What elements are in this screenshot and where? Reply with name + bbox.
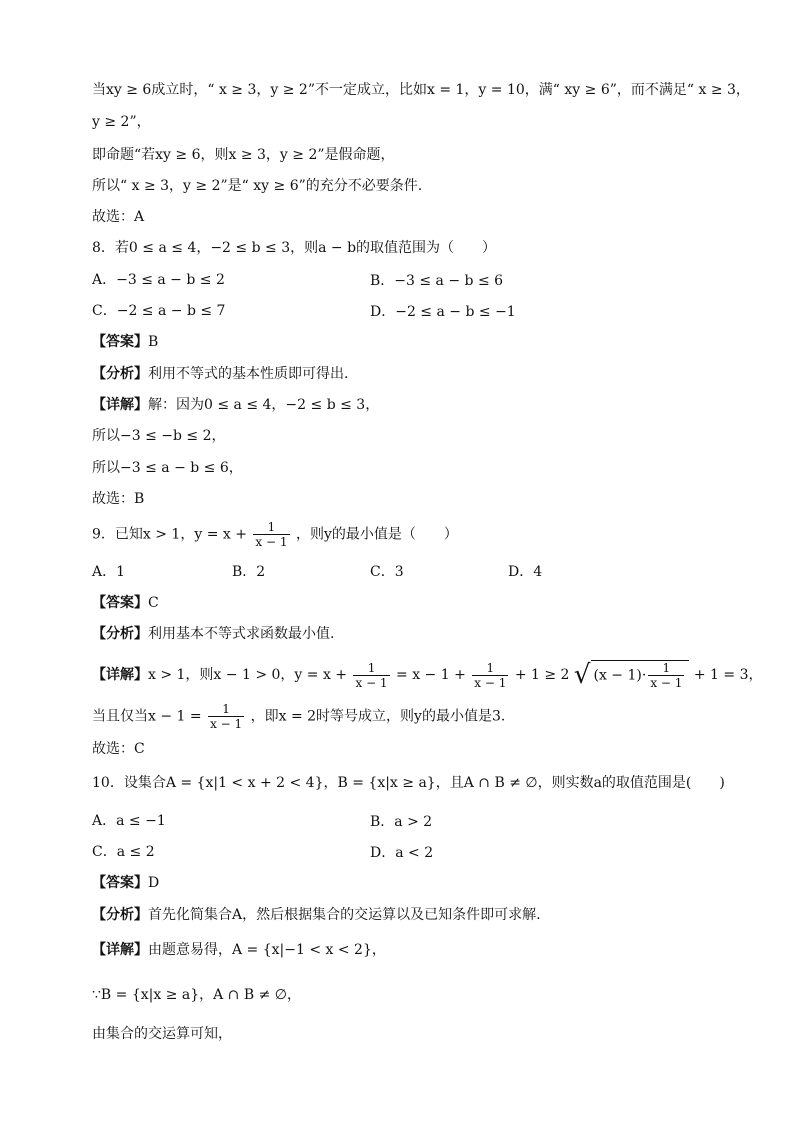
q10-stem: 10．设集合A = {x|1 < x + 2 < 4}，B = {x|x ≥ a}，且A ∩ B ≠ ∅，则实数a的取值范围是( ) [92, 775, 725, 791]
fraction-denominator: x − 1 [474, 675, 507, 690]
q9-stem [92, 520, 458, 549]
fraction-denominator: x − 1 [650, 676, 683, 690]
q8-detail-3: 所以−3 ≤ a − b ≤ 6， [92, 460, 243, 476]
radicand-text: (x − 1)· [593, 667, 647, 684]
fraction-numerator: 1 [648, 661, 684, 676]
eq-pre: 当且仅当x − 1 = [92, 708, 202, 725]
answer-value: C [148, 595, 159, 611]
analysis-text: 首先化简集合A，然后根据集合的交运算以及已知条件即可求解. [148, 907, 541, 923]
answer-tag: 【答案】 [92, 595, 148, 611]
solution-line-3: 即命题“若xy ≥ 6，则x ≥ 3，y ≥ 2”是假命题， [92, 147, 395, 163]
q10-option-c: C．a ≤ 2 [92, 844, 155, 860]
q8-answer [92, 332, 158, 352]
q9-option-b: B．2 [232, 564, 266, 580]
fraction-denominator: x − 1 [210, 717, 243, 731]
q9-analysis [92, 624, 334, 644]
q9-stem-post: ，则y的最小值是（ ） [295, 526, 458, 543]
q9-equality [92, 702, 505, 731]
detail-c: + 1 ≥ 2 [514, 667, 570, 683]
q10-detail-2: ∵B = {x|x ≥ a}，A ∩ B ≠ ∅， [92, 987, 301, 1003]
detail-tag: 【详解】 [92, 667, 148, 683]
fraction [648, 661, 684, 690]
detail-tag: 【详解】 [92, 397, 148, 413]
detail-b: = x − 1 + [396, 667, 466, 683]
q9-answer [92, 593, 159, 613]
solution-line-1: 当xy ≥ 6成立时，“ x ≥ 3，y ≥ 2”不一定成立，比如x = 1，y = 10，满“ xy ≥ 6”，而不满足“ x ≥ 3， [92, 82, 750, 98]
eq-post: ，即x = 2时等号成立，则y的最小值是3. [250, 708, 506, 725]
detail-d: + 1 = 3， [693, 667, 763, 683]
q8-option-a: A．−3 ≤ a − b ≤ 2 [92, 272, 225, 288]
q10-analysis [92, 905, 541, 925]
solution-line-2: y ≥ 2”， [92, 114, 151, 130]
fraction [472, 661, 508, 690]
radicand [591, 660, 690, 690]
fraction [353, 661, 389, 690]
q8-option-b: B．−3 ≤ a − b ≤ 6 [370, 273, 504, 289]
q9-option-c: C．3 [370, 564, 404, 580]
fraction-denominator: x − 1 [255, 535, 288, 549]
radical-sign-icon: √ [573, 660, 591, 690]
q8-analysis [92, 364, 348, 384]
fraction-numerator: 1 [353, 661, 389, 676]
fraction [253, 520, 289, 549]
answer-value: D [148, 875, 160, 891]
fraction-denominator: x − 1 [355, 675, 388, 690]
fraction [208, 702, 244, 731]
q8-detail-4: 故选：B [92, 491, 145, 507]
detail-tag: 【详解】 [92, 942, 148, 958]
q10-detail-3: 由集合的交运算可知， [92, 1026, 232, 1042]
fraction-numerator: 1 [208, 702, 244, 717]
solution-line-4: 所以“ x ≥ 3，y ≥ 2”是“ xy ≥ 6”的充分不必要条件. [92, 178, 423, 194]
detail-a: x > 1，则x − 1 > 0，y = x + [148, 667, 348, 683]
q9-option-a: A．1 [92, 564, 126, 580]
analysis-tag: 【分析】 [92, 366, 148, 382]
analysis-text: 利用基本不等式求函数最小值. [148, 626, 335, 642]
q8-detail [92, 395, 379, 415]
q10-option-b: B．a > 2 [370, 814, 433, 830]
q10-answer [92, 873, 159, 893]
q8-stem: 8．若0 ≤ a ≤ 4，−2 ≤ b ≤ 3，则a − b的取值范围为（ ） [92, 240, 497, 256]
square-root [574, 660, 689, 690]
q10-option-d: D．a < 2 [370, 845, 434, 861]
q10-detail [92, 940, 386, 960]
detail-text: 由题意易得，A = {x|−1 < x < 2}， [148, 942, 386, 958]
q9-end: 故选：C [92, 741, 145, 757]
analysis-tag: 【分析】 [92, 907, 148, 923]
q8-option-c: C．−2 ≤ a − b ≤ 7 [92, 303, 226, 319]
answer-tag: 【答案】 [92, 334, 148, 350]
answer-tag: 【答案】 [92, 875, 148, 891]
q9-option-d: D．4 [508, 564, 543, 580]
analysis-text: 利用不等式的基本性质即可得出. [148, 366, 349, 382]
answer-value: B [148, 334, 159, 350]
q9-options [92, 562, 692, 582]
q9-detail [92, 660, 763, 690]
fraction-numerator: 1 [253, 520, 289, 535]
q8-detail-2: 所以−3 ≤ −b ≤ 2， [92, 428, 226, 444]
fraction-numerator: 1 [472, 661, 508, 676]
q9-stem-pre: 9．已知x > 1，y = x + [92, 526, 247, 543]
q8-option-d: D．−2 ≤ a − b ≤ −1 [370, 304, 516, 320]
detail-text: 解：因为0 ≤ a ≤ 4，−2 ≤ b ≤ 3， [148, 397, 380, 413]
analysis-tag: 【分析】 [92, 626, 148, 642]
q10-option-a: A．a ≤ −1 [92, 813, 166, 829]
solution-line-5: 故选：A [92, 209, 145, 225]
